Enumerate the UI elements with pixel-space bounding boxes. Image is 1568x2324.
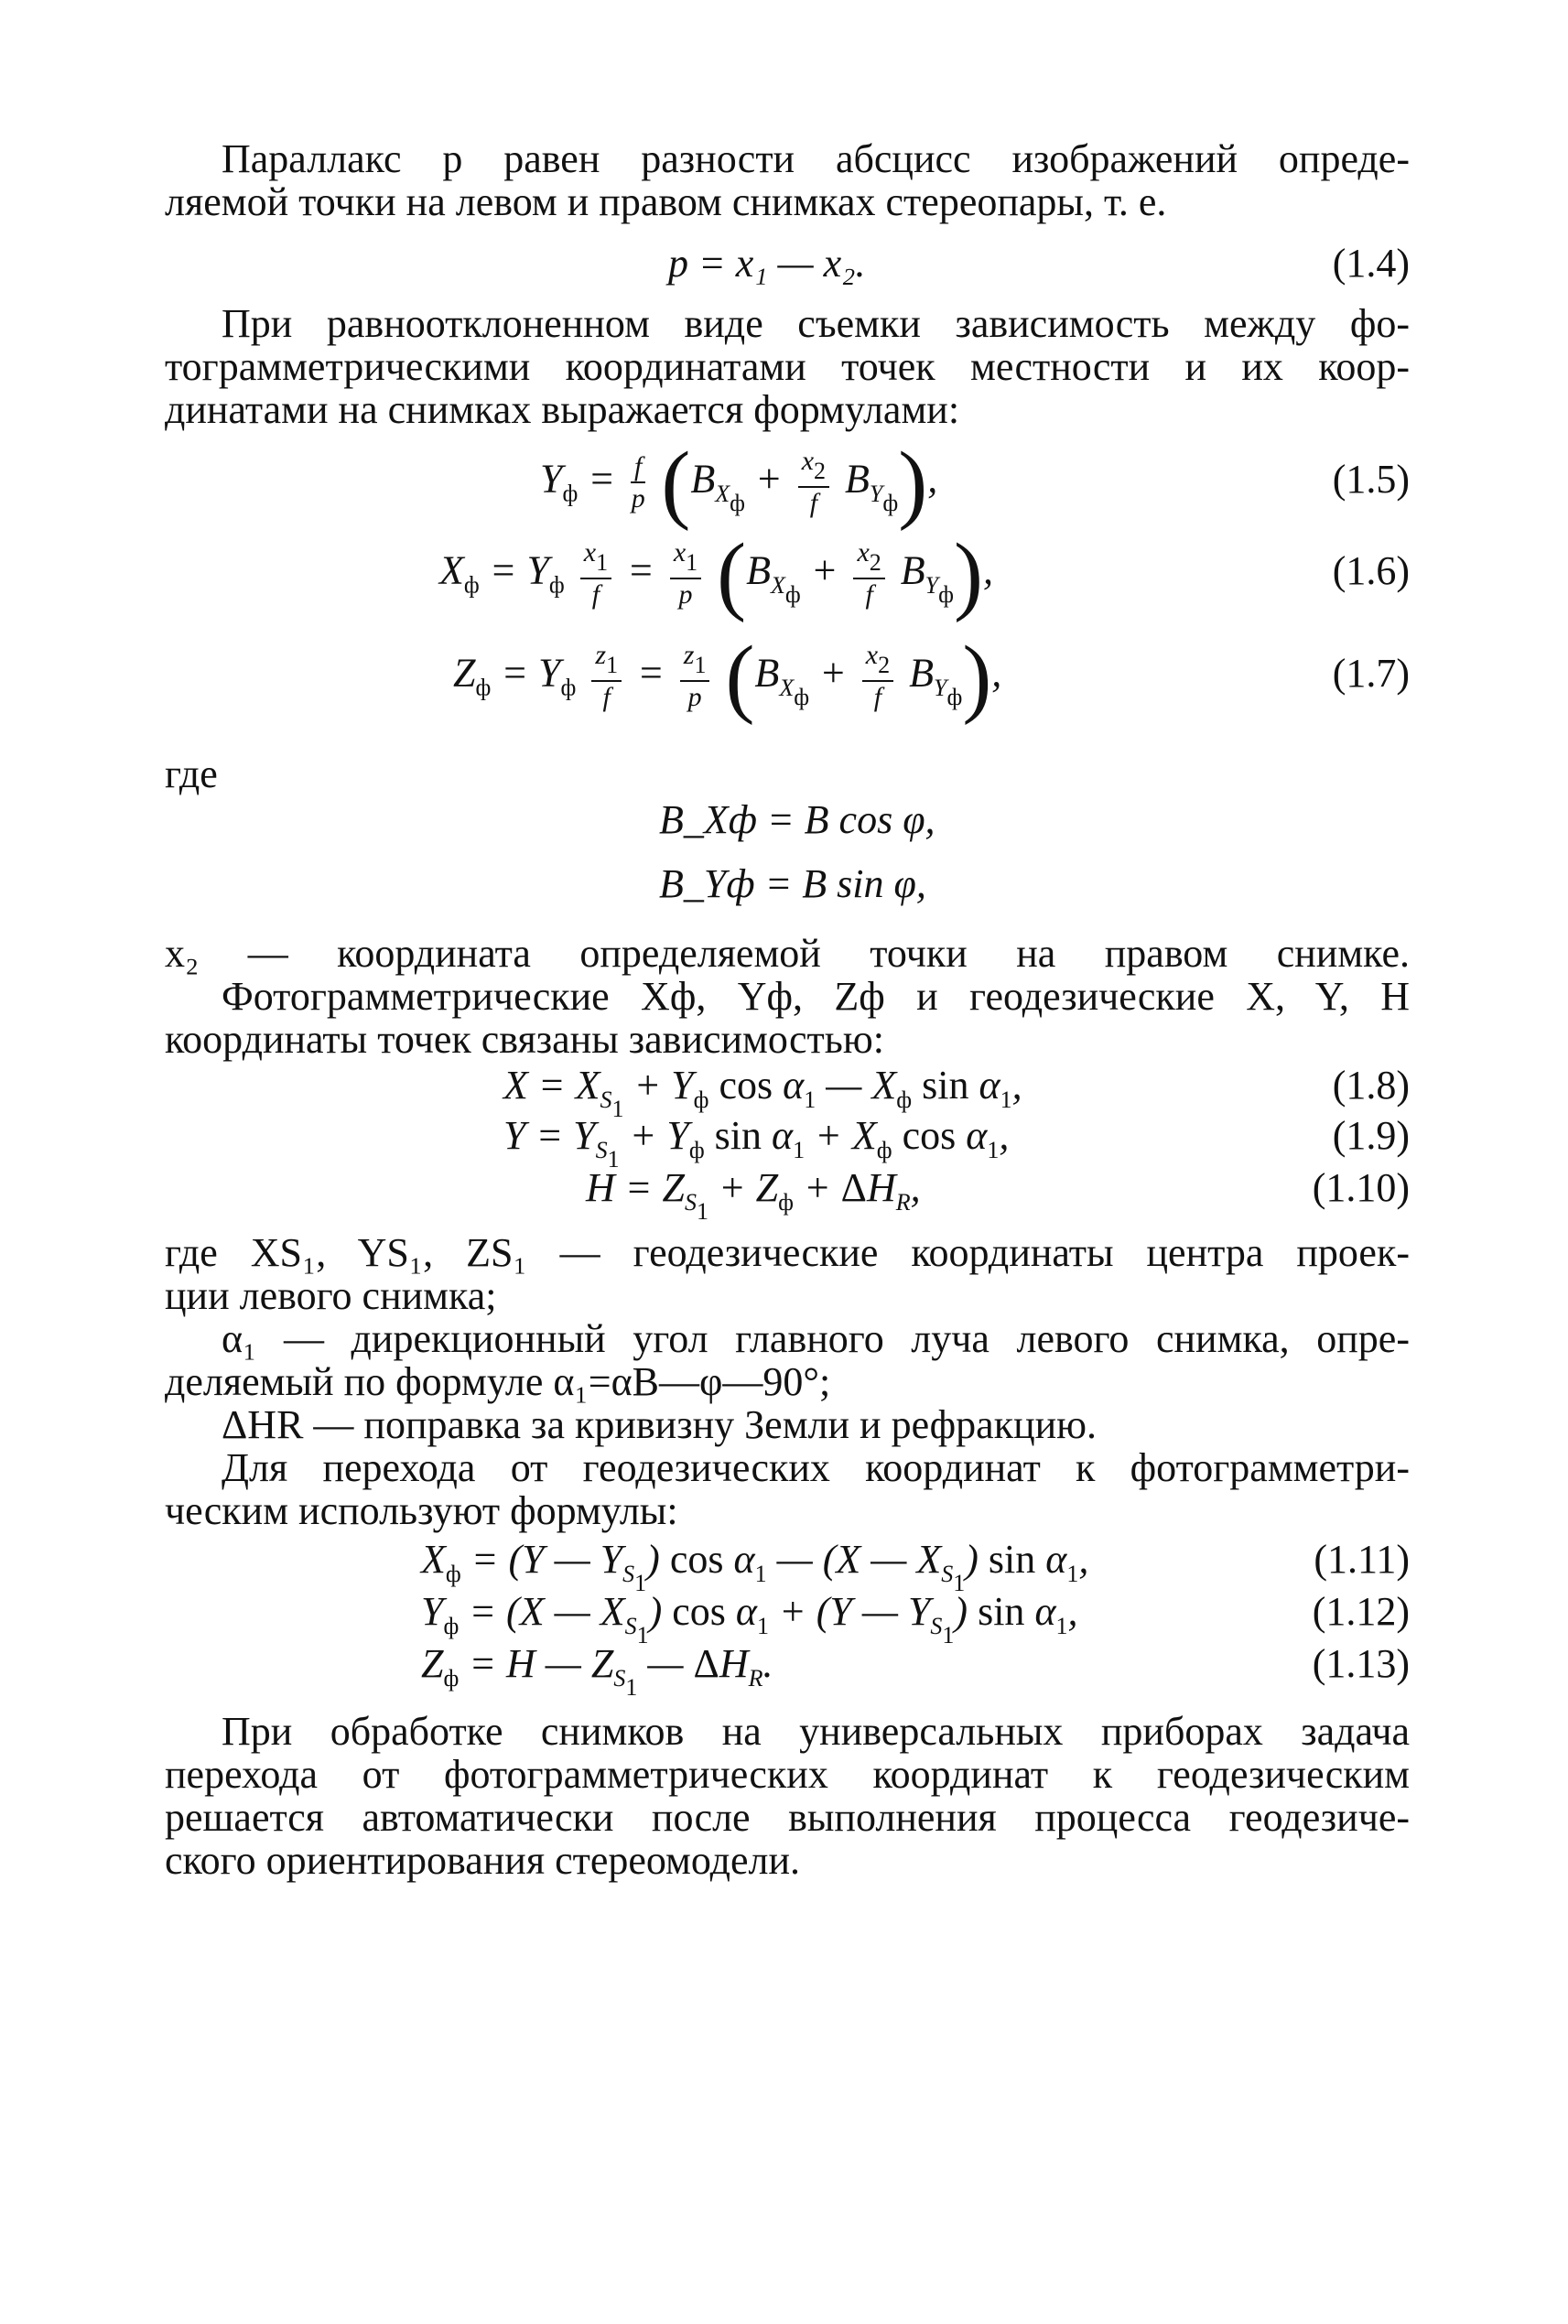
text-line: Фотограмметрические Xф, Yф, Zф и геодезические X, Y, H — [222, 974, 1410, 1019]
text-line: решается автоматически после выполнения процесса геодезиче- — [165, 1795, 1410, 1840]
text-line: x₂ — координата определяемой точки на правом снимке. — [165, 931, 1410, 976]
equation-formula: $H = Z_{S_1} + Z_ф + \Delta H_R$, — [586, 1165, 921, 1225]
text-line: координаты точек связаны зависимостью: — [165, 1017, 884, 1062]
paragraph-universal-instruments — [165, 1710, 1410, 1882]
equation-1-13 — [165, 1640, 1410, 1701]
where-equation-by — [165, 860, 1410, 915]
equation-formula: $Y = Y_{S_1} + Y_ф$ $\sin \alpha_1 + X_ф$ $\cos \alpha_1$, — [503, 1113, 1010, 1173]
text-line: тограмметрическими координатами точек местности и их коор- — [165, 344, 1410, 389]
equation-1-5 — [165, 433, 1410, 532]
x2-definition — [165, 932, 1410, 975]
equation-number: (1.6) — [1332, 548, 1410, 593]
text-line: ческим используют формулы: — [165, 1488, 678, 1533]
text-line: ляемой точки на левом и правом снимках стереопары, т. е. — [165, 179, 1167, 224]
equation-number: (1.11) — [1314, 1537, 1410, 1582]
equation-formula: $Y_ф$ = $\frac{f}{p}$ ($B_{X_ф}$ + $\frac{x_2}{f}$ $B_{Y_ф}$), — [540, 433, 938, 532]
text-line: перехода от фотограмметрических координат к геодезическим — [165, 1752, 1410, 1797]
equation-1-7 — [165, 627, 1410, 726]
equation-number: (1.4) — [1332, 241, 1410, 286]
equation-formula: $Y_ф = (X$ — $X_{S_1}$) $\cos \alpha_1 + (Y$ — $Y_{S_1}$) $\sin \alpha_1$, — [421, 1589, 1078, 1648]
paragraph-coordinates-relation — [165, 975, 1410, 1061]
text-line: ΔHR — поправка за кривизну Земли и рефракцию. — [222, 1402, 1098, 1447]
text-line: Для перехода от геодезических координат к фотограмметри- — [222, 1445, 1410, 1490]
text-line: деляемый по формуле α₁=αB—φ—90°; — [165, 1359, 831, 1404]
equation-formula: $X = X_{S_1} + Y_ф$ $\cos \alpha_1$ — $X_ф$ $\sin \alpha_1$, — [503, 1063, 1022, 1122]
text-line: При обработке снимков на универсальных приборах задача — [222, 1709, 1410, 1754]
paragraph-formulas-intro — [165, 302, 1410, 431]
equation-formula: p = x₁ — x₂. — [668, 241, 866, 286]
equation-1-11 — [165, 1536, 1410, 1596]
equation-number: (1.10) — [1312, 1165, 1410, 1210]
equation-1-6 — [165, 524, 1410, 623]
equation-number: (1.9) — [1332, 1113, 1410, 1158]
definitions-block — [165, 1231, 1410, 1446]
equation-1-9 — [165, 1112, 1410, 1173]
paragraph-parallax — [165, 137, 1410, 223]
equation-formula: $X_ф = (Y$ — $Y_{S_1}$) $\cos \alpha_1$ — (X — $X_{S_1}$) $\sin \alpha_1$, — [421, 1537, 1089, 1596]
text-line: α₁ — дирекционный угол главного луча левого снимка, опре- — [222, 1316, 1410, 1361]
equation-formula: $Z_ф = H$ — $Z_{S_1}$ — $\Delta H_R$. — [421, 1641, 773, 1701]
where-label: где — [165, 751, 218, 796]
text-line: При равноотклоненном виде съемки зависимость между фо- — [222, 301, 1410, 346]
text-line: ского ориентирования стереомодели. — [165, 1838, 801, 1883]
equation-number: (1.12) — [1312, 1589, 1410, 1634]
where-equation-bx — [165, 796, 1410, 851]
paragraph-inverse-transform — [165, 1446, 1410, 1532]
text-line: ции левого снимка; — [165, 1273, 497, 1318]
text-line: Параллакс p равен разности абсцисс изображений опреде- — [222, 136, 1410, 181]
text-line: динатами на снимках выражается формулами: — [165, 387, 960, 432]
equation-formula: $X_ф = Y_ф$ $\frac{x_1}{f}$ = $\frac{x_1}{p}$ ($B_{X_ф}$ + $\frac{x_2}{f}$ $B_{Y_ф}$), — [439, 524, 993, 623]
equation-1-4 — [165, 240, 1410, 295]
equation-number: (1.8) — [1332, 1063, 1410, 1108]
equation-number: (1.5) — [1332, 457, 1410, 502]
equation-number: (1.13) — [1312, 1641, 1410, 1686]
equation-formula: B_Yф = B sin φ, — [659, 861, 926, 906]
equation-1-12 — [165, 1588, 1410, 1648]
equation-formula: B_Xф = B cos φ, — [659, 797, 935, 842]
equation-1-8 — [165, 1062, 1410, 1122]
equation-number: (1.7) — [1332, 651, 1410, 696]
equation-1-10 — [165, 1164, 1410, 1225]
equation-formula: $Z_ф = Y_ф$ $\frac{z_1}{f}$ = $\frac{z_1}{p}$ ($B_{X_ф}$ + $\frac{x_2}{f}$ $B_{Y_ф}$), — [453, 627, 1002, 726]
text-line: где XS₁, YS₁, ZS₁ — геодезические координаты центра проек- — [165, 1230, 1410, 1275]
